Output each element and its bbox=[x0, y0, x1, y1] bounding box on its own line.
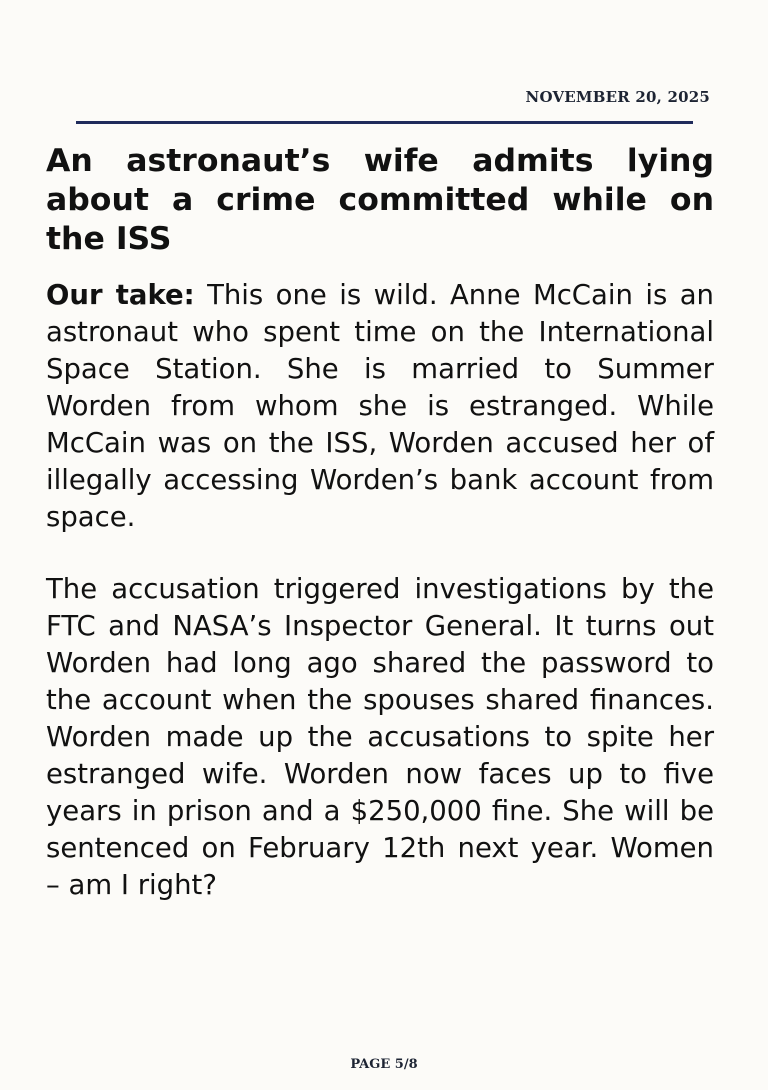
article-paragraph-1 bbox=[46, 277, 714, 536]
header-divider bbox=[76, 121, 693, 124]
lead-label: Our take: bbox=[46, 279, 195, 311]
paragraph-1-text: This one is wild. Anne McCain is an astronaut who spent time on the International Space Station. She is married to Summer Worden from whom she is estranged. While McCain was on the ISS, Worden accused her of illegally accessing Worden’s bank account from space. bbox=[46, 279, 714, 533]
page-number: PAGE 5/8 bbox=[350, 1057, 418, 1072]
article-headline: An astronaut’s wife admits lying about a crime committed while on the ISS bbox=[46, 143, 714, 257]
article-paragraph-2: The accusation triggered investigations by the FTC and NASA’s Inspector General. It turns out Worden had long ago shared the password to the account when the spouses shared finances. Worden made up the accusations to spite her estranged wife. Worden now faces up to five years in prison and a $250,000 fine. She will be sentenced on February 12th next year. Women – am I right? bbox=[46, 573, 714, 901]
issue-date: NOVEMBER 20, 2025 bbox=[525, 88, 710, 106]
